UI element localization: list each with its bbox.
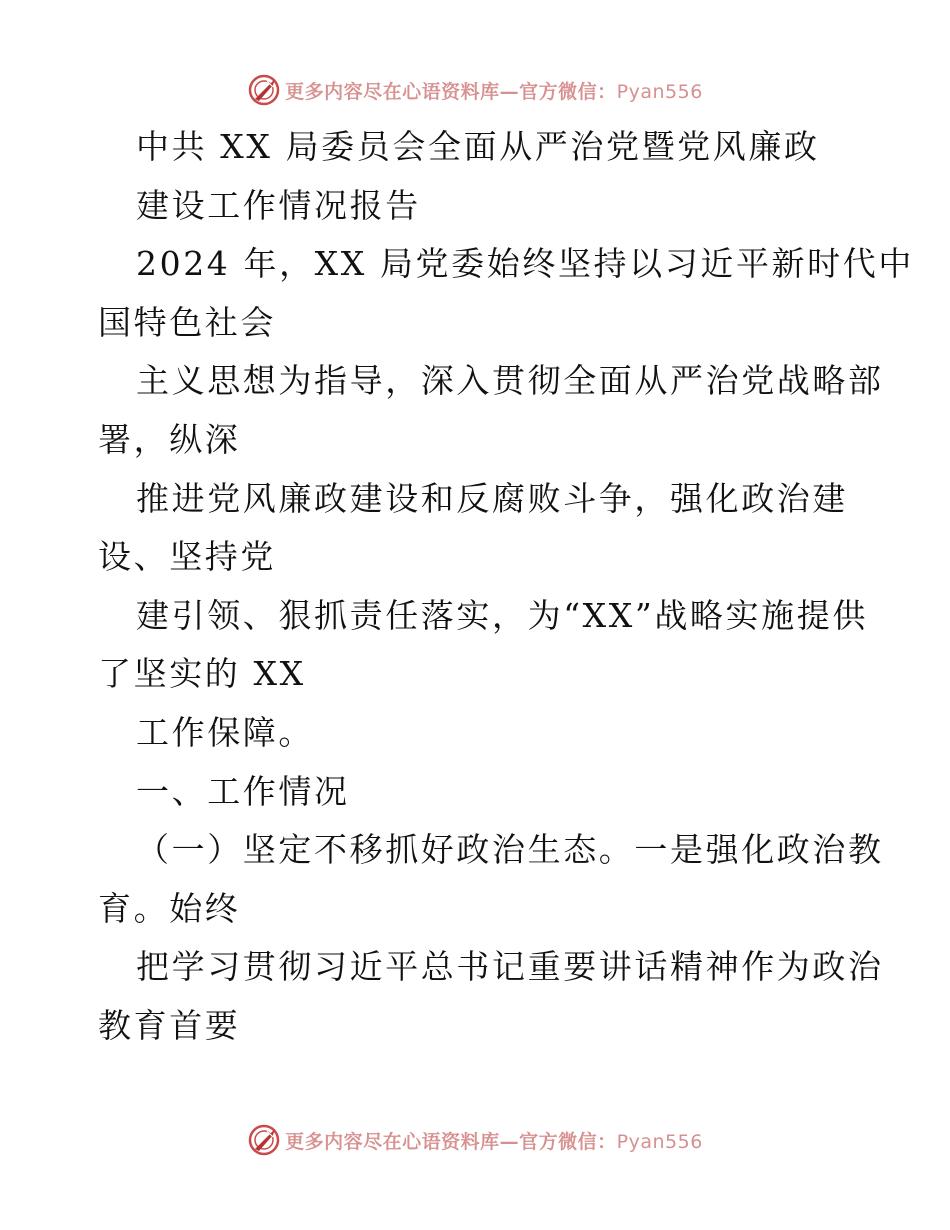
banner-text: 更多内容尽在心语资料库—官方微信：Pyan556 xyxy=(285,80,703,103)
paragraph-line: 育。始终 xyxy=(98,888,241,928)
paragraph-line: 工作保障。 xyxy=(136,712,314,752)
wechat-id: Pyan556 xyxy=(616,1130,703,1153)
header-watermark-banner xyxy=(0,70,950,110)
banner-text: 更多内容尽在心语资料库—官方微信：Pyan556 xyxy=(285,1130,703,1153)
document-body xyxy=(98,118,914,1056)
pen-seal-logo-icon xyxy=(247,73,281,107)
paragraph-line: 2024 年，XX 局党委始终坚持以习近平新时代中 xyxy=(136,244,914,284)
title-line-1: 中共 XX 局委员会全面从严治党暨党风廉政 xyxy=(136,127,820,166)
pen-seal-logo-icon xyxy=(247,1123,281,1157)
paragraph-line: 主义思想为指导，深入贯彻全面从严治党战略部 xyxy=(136,361,884,401)
paragraph-line: 国特色社会 xyxy=(98,302,276,342)
paragraph-line: （一）坚定不移抓好政治生态。一是强化政治教 xyxy=(136,830,884,870)
footer-watermark-banner xyxy=(0,1120,950,1160)
paragraph-line: 了坚实的 XX xyxy=(98,654,306,694)
paragraph-line: 署，纵深 xyxy=(98,419,241,459)
paragraph-line: 设、坚持党 xyxy=(98,537,276,577)
paragraph-line: 把学习贯彻习近平总书记重要讲话精神作为政治 xyxy=(136,947,884,987)
title-line-2: 建设工作情况报告 xyxy=(136,185,421,225)
section-heading: 一、工作情况 xyxy=(136,771,350,811)
paragraph-line: 教育首要 xyxy=(98,1005,241,1045)
paragraph-line: 推进党风廉政建设和反腐败斗争，强化政治建 xyxy=(136,478,848,518)
wechat-id: Pyan556 xyxy=(616,80,703,103)
paragraph-line: 建引领、狠抓责任落实，为“XX”战略实施提供 xyxy=(136,595,868,635)
